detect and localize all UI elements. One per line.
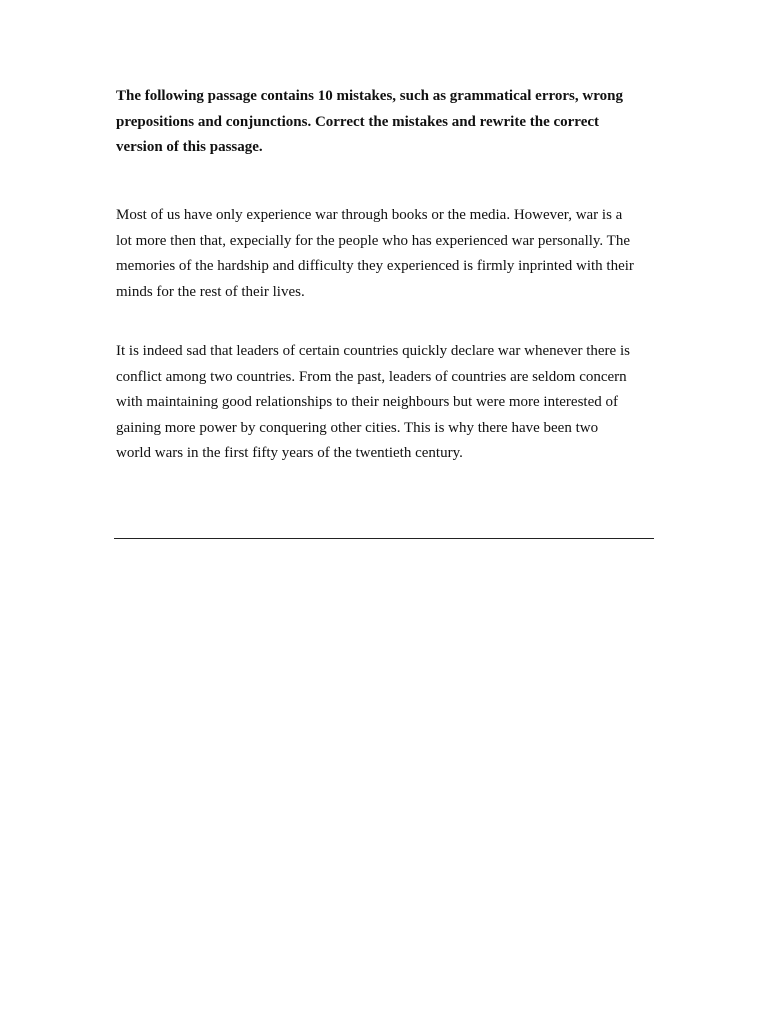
paragraph-line: minds for the rest of their lives. xyxy=(116,283,305,300)
paragraph-line: memories of the hardship and difficulty they experienced is firmly inprinted with their xyxy=(116,258,634,274)
passage-paragraph-2 xyxy=(116,339,656,467)
paragraph-line: with maintaining good relationships to their neighbours but were more interested of xyxy=(116,394,618,410)
instructions-heading xyxy=(116,84,656,161)
paragraph-line: world wars in the first fifty years of the twentieth century. xyxy=(116,445,463,461)
paragraph-line: Most of us have only experience war through books or the media. However, war is a xyxy=(116,207,623,223)
instructions-line: prepositions and conjunctions. Correct the mistakes and rewrite the correct xyxy=(116,113,600,130)
instructions-line: The following passage contains 10 mistakes, such as grammatical errors, wrong xyxy=(116,88,623,104)
answer-divider-line xyxy=(114,538,654,539)
paragraph-line: gaining more power by conquering other cities. This is why there have been two xyxy=(116,419,599,436)
paragraph-line: lot more then that, expecially for the people who has experienced war personally. The xyxy=(116,232,630,249)
paragraph-line: conflict among two countries. From the past, leaders of countries are seldom concern xyxy=(116,368,627,385)
instructions-line: version of this passage. xyxy=(116,139,263,155)
passage-paragraph-1 xyxy=(116,203,656,305)
paragraph-line: It is indeed sad that leaders of certain countries quickly declare war whenever there is xyxy=(116,343,630,359)
